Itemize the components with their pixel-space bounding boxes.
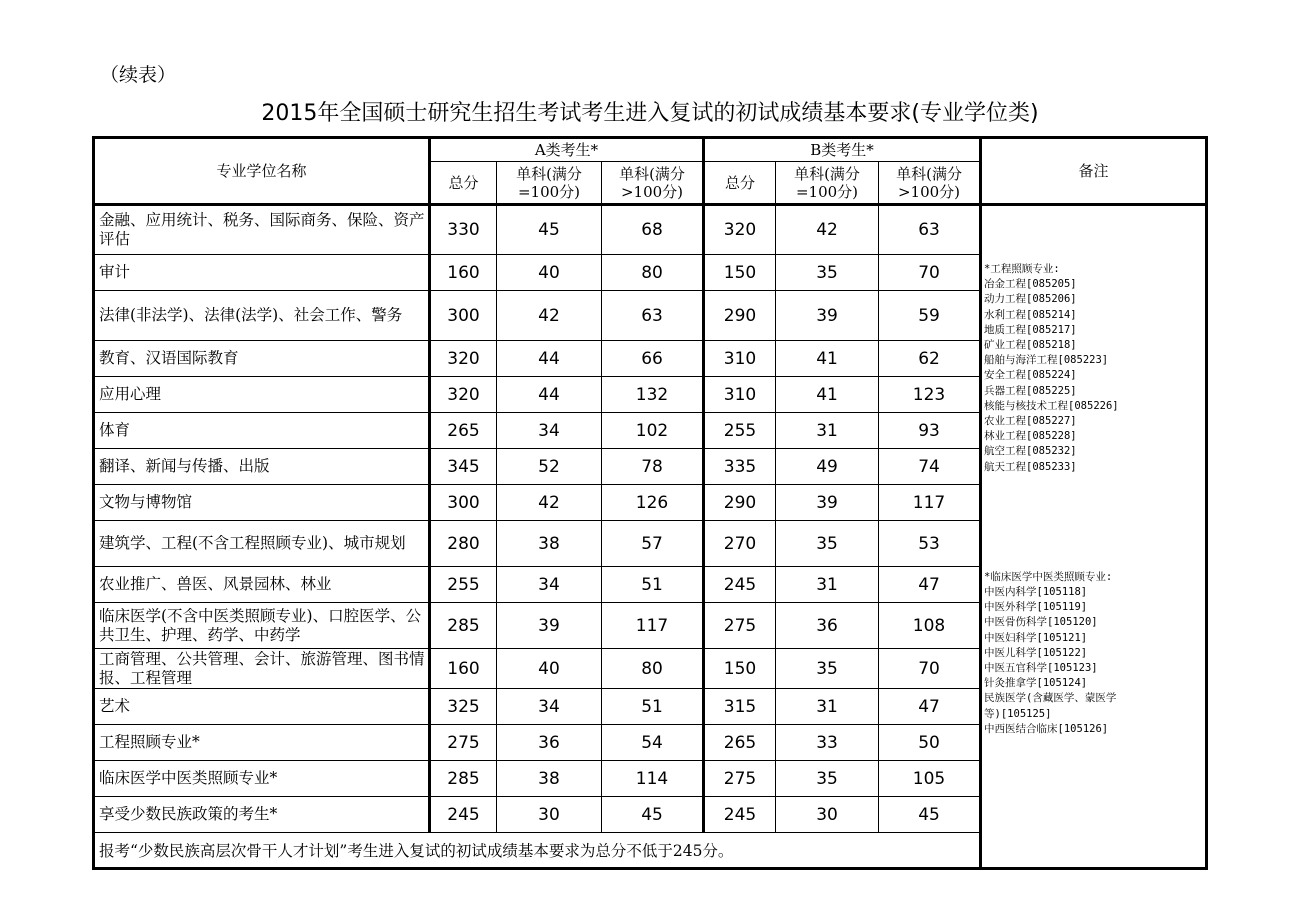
notes-engineering-item: 航空工程[085232] <box>984 445 1077 458</box>
notes-tcm-item: 中医妇科学[105121] <box>984 631 1088 644</box>
score-a-single-gt100: 80 <box>602 649 704 689</box>
notes-engineering <box>984 262 1203 475</box>
score-b-total: 245 <box>704 567 776 603</box>
score-b-single-gt100: 74 <box>879 449 981 485</box>
score-a-single-gt100: 126 <box>602 485 704 521</box>
score-b-total: 150 <box>704 255 776 291</box>
score-a-single-100: 40 <box>497 649 602 689</box>
row-name: 临床医学中医类照顾专业* <box>94 761 430 797</box>
score-b-single-100: 42 <box>776 205 879 255</box>
score-b-single-100: 41 <box>776 377 879 413</box>
score-a-single-100: 34 <box>497 413 602 449</box>
row-name: 应用心理 <box>94 377 430 413</box>
header-b-single-gt100: 单科(满分>100分) <box>879 162 981 205</box>
score-b-single-100: 30 <box>776 797 879 833</box>
row-name: 翻译、新闻与传播、出版 <box>94 449 430 485</box>
notes-cell <box>981 205 1207 869</box>
score-a-total: 255 <box>430 567 497 603</box>
score-a-total: 325 <box>430 689 497 725</box>
score-a-single-100: 42 <box>497 291 602 341</box>
score-b-single-100: 41 <box>776 341 879 377</box>
notes-tcm-item: 民族医学(含藏医学、蒙医学 <box>984 692 1117 705</box>
row-name: 金融、应用统计、税务、国际商务、保险、资产评估 <box>94 205 430 255</box>
score-a-single-gt100: 57 <box>602 521 704 567</box>
score-a-total: 285 <box>430 761 497 797</box>
score-b-single-100: 39 <box>776 291 879 341</box>
score-b-single-100: 39 <box>776 485 879 521</box>
score-a-total: 320 <box>430 341 497 377</box>
notes-tcm-title: *临床医学中医类照顾专业: <box>984 570 1113 583</box>
score-a-total: 160 <box>430 255 497 291</box>
row-name: 教育、汉语国际教育 <box>94 341 430 377</box>
score-a-single-100: 44 <box>497 341 602 377</box>
score-table <box>92 136 1208 870</box>
header-group-b: B类考生* <box>704 138 981 162</box>
score-a-single-gt100: 102 <box>602 413 704 449</box>
header-a-single-100: 单科(满分=100分) <box>497 162 602 205</box>
score-b-single-gt100: 50 <box>879 725 981 761</box>
score-b-single-gt100: 47 <box>879 567 981 603</box>
header-a-total: 总分 <box>430 162 497 205</box>
header-name-col: 专业学位名称 <box>94 138 430 205</box>
score-a-single-gt100: 66 <box>602 341 704 377</box>
score-a-single-gt100: 63 <box>602 291 704 341</box>
score-a-single-100: 52 <box>497 449 602 485</box>
score-b-total: 265 <box>704 725 776 761</box>
notes-tcm-item: 中医儿科学[105122] <box>984 646 1088 659</box>
score-b-single-gt100: 63 <box>879 205 981 255</box>
score-a-single-100: 34 <box>497 567 602 603</box>
score-b-total: 275 <box>704 761 776 797</box>
score-b-single-gt100: 105 <box>879 761 981 797</box>
score-b-total: 320 <box>704 205 776 255</box>
header-group-a: A类考生* <box>430 138 704 162</box>
row-name: 工程照顾专业* <box>94 725 430 761</box>
notes-tcm-item: 中西医结合临床[105126] <box>984 722 1109 735</box>
score-a-total: 330 <box>430 205 497 255</box>
score-b-single-gt100: 93 <box>879 413 981 449</box>
score-b-single-gt100: 59 <box>879 291 981 341</box>
row-name: 法律(非法学)、法律(法学)、社会工作、警务 <box>94 291 430 341</box>
notes-engineering-item: 地质工程[085217] <box>984 323 1077 336</box>
footer-note: 报考“少数民族高层次骨干人才计划”考生进入复试的初试成绩基本要求为总分不低于245分。 <box>94 833 981 869</box>
score-a-single-gt100: 51 <box>602 689 704 725</box>
notes-tcm-item: 等)[105125] <box>984 707 1052 720</box>
row-name: 艺术 <box>94 689 430 725</box>
score-b-single-100: 31 <box>776 567 879 603</box>
header-b-total: 总分 <box>704 162 776 205</box>
notes-engineering-item: 矿业工程[085218] <box>984 339 1077 352</box>
score-a-single-gt100: 80 <box>602 255 704 291</box>
score-a-total: 245 <box>430 797 497 833</box>
score-b-single-gt100: 70 <box>879 255 981 291</box>
score-b-total: 245 <box>704 797 776 833</box>
notes-engineering-item: 安全工程[085224] <box>984 369 1077 382</box>
score-a-single-100: 34 <box>497 689 602 725</box>
score-a-total: 345 <box>430 449 497 485</box>
score-b-single-100: 35 <box>776 761 879 797</box>
notes-tcm-item: 中医外科学[105119] <box>984 601 1088 614</box>
score-b-single-100: 31 <box>776 689 879 725</box>
score-a-total: 160 <box>430 649 497 689</box>
score-b-total: 310 <box>704 341 776 377</box>
score-b-single-100: 36 <box>776 603 879 649</box>
notes-engineering-title: *工程照顾专业: <box>984 263 1060 275</box>
notes-engineering-item: 核能与核技术工程[085226] <box>984 399 1119 412</box>
score-a-single-100: 42 <box>497 485 602 521</box>
score-a-total: 275 <box>430 725 497 761</box>
score-a-single-gt100: 78 <box>602 449 704 485</box>
notes-engineering-item: 农业工程[085227] <box>984 415 1077 428</box>
score-b-total: 150 <box>704 649 776 689</box>
header-row-1 <box>94 138 1207 162</box>
row-name: 审计 <box>94 255 430 291</box>
score-a-total: 320 <box>430 377 497 413</box>
score-b-total: 290 <box>704 485 776 521</box>
score-b-total: 335 <box>704 449 776 485</box>
score-a-single-gt100: 51 <box>602 567 704 603</box>
score-a-single-100: 38 <box>497 761 602 797</box>
score-b-single-gt100: 62 <box>879 341 981 377</box>
score-b-single-100: 49 <box>776 449 879 485</box>
score-b-total: 310 <box>704 377 776 413</box>
notes-engineering-item: 兵器工程[085225] <box>984 384 1077 397</box>
score-b-total: 255 <box>704 413 776 449</box>
score-b-single-100: 35 <box>776 255 879 291</box>
row-name: 建筑学、工程(不含工程照顾专业)、城市规划 <box>94 521 430 567</box>
header-b-single-100: 单科(满分=100分) <box>776 162 879 205</box>
notes-tcm <box>984 570 1203 737</box>
score-a-single-gt100: 117 <box>602 603 704 649</box>
notes-tcm-item: 针灸推拿学[105124] <box>984 677 1088 690</box>
score-a-single-100: 44 <box>497 377 602 413</box>
notes-tcm-item: 中医骨伤科学[105120] <box>984 616 1098 629</box>
score-b-total: 290 <box>704 291 776 341</box>
page-title: 2015年全国硕士研究生招生考试考生进入复试的初试成绩基本要求(专业学位类) <box>261 101 1039 126</box>
header-a-single-gt100: 单科(满分>100分) <box>602 162 704 205</box>
notes-engineering-item: 水利工程[085214] <box>984 308 1077 321</box>
score-a-total: 300 <box>430 485 497 521</box>
score-b-single-gt100: 45 <box>879 797 981 833</box>
notes-engineering-item: 航天工程[085233] <box>984 460 1077 473</box>
score-a-single-100: 45 <box>497 205 602 255</box>
row-name: 农业推广、兽医、风景园林、林业 <box>94 567 430 603</box>
score-a-single-100: 39 <box>497 603 602 649</box>
score-b-total: 275 <box>704 603 776 649</box>
score-b-single-gt100: 70 <box>879 649 981 689</box>
score-b-single-100: 31 <box>776 413 879 449</box>
score-b-total: 315 <box>704 689 776 725</box>
continued-label: （续表） <box>100 64 177 86</box>
score-a-single-100: 38 <box>497 521 602 567</box>
notes-tcm-item: 中医内科学[105118] <box>984 586 1088 599</box>
score-b-single-gt100: 53 <box>879 521 981 567</box>
score-b-single-gt100: 108 <box>879 603 981 649</box>
row-name: 工商管理、公共管理、会计、旅游管理、图书情报、工程管理 <box>94 649 430 689</box>
score-b-single-100: 33 <box>776 725 879 761</box>
score-b-single-100: 35 <box>776 521 879 567</box>
score-a-single-gt100: 68 <box>602 205 704 255</box>
score-a-total: 300 <box>430 291 497 341</box>
notes-engineering-item: 动力工程[085206] <box>984 293 1077 306</box>
notes-engineering-item: 冶金工程[085205] <box>984 278 1077 291</box>
row-name: 享受少数民族政策的考生* <box>94 797 430 833</box>
header-notes: 备注 <box>981 138 1207 205</box>
notes-tcm-item: 中医五官科学[105123] <box>984 662 1098 675</box>
row-name: 临床医学(不含中医类照顾专业)、口腔医学、公共卫生、护理、药学、中药学 <box>94 603 430 649</box>
score-a-single-100: 36 <box>497 725 602 761</box>
score-a-total: 285 <box>430 603 497 649</box>
score-a-single-gt100: 54 <box>602 725 704 761</box>
score-a-single-100: 30 <box>497 797 602 833</box>
score-a-total: 280 <box>430 521 497 567</box>
score-b-single-gt100: 47 <box>879 689 981 725</box>
table-row <box>94 205 1207 255</box>
score-a-single-gt100: 114 <box>602 761 704 797</box>
score-a-single-gt100: 45 <box>602 797 704 833</box>
score-b-total: 270 <box>704 521 776 567</box>
score-a-single-100: 40 <box>497 255 602 291</box>
score-a-single-gt100: 132 <box>602 377 704 413</box>
row-name: 体育 <box>94 413 430 449</box>
score-a-total: 265 <box>430 413 497 449</box>
score-b-single-gt100: 123 <box>879 377 981 413</box>
score-b-single-gt100: 117 <box>879 485 981 521</box>
notes-engineering-item: 林业工程[085228] <box>984 430 1077 443</box>
score-b-single-100: 35 <box>776 649 879 689</box>
row-name: 文物与博物馆 <box>94 485 430 521</box>
notes-engineering-item: 船舶与海洋工程[085223] <box>984 354 1109 367</box>
